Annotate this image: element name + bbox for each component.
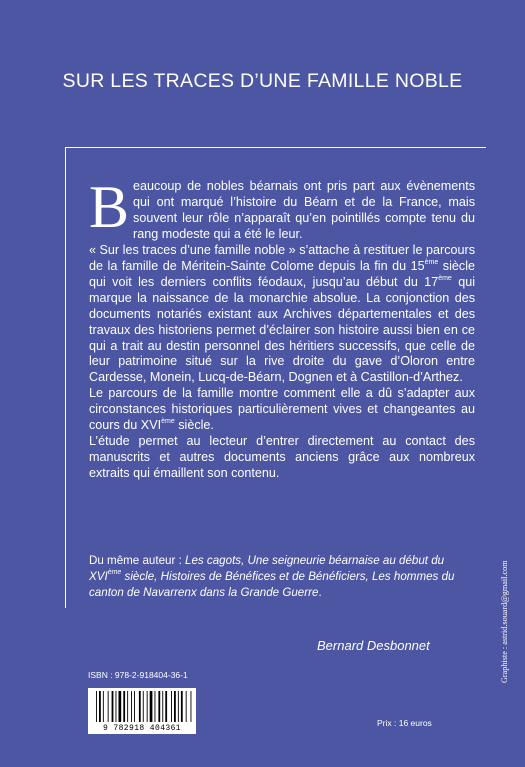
barcode-bar	[147, 691, 148, 722]
barcode-bar	[139, 691, 141, 722]
barcode-bar	[134, 691, 135, 722]
blurb	[89, 174, 475, 482]
barcode-bar	[158, 691, 160, 722]
barcode-bar	[127, 691, 128, 722]
author-name: Bernard Desbonnet	[317, 638, 430, 653]
barcode-bar	[99, 691, 101, 722]
superscript: ème	[161, 418, 175, 426]
barcode-bar	[155, 691, 156, 722]
also-by-end: .	[318, 586, 322, 599]
superscript: ème	[107, 569, 122, 577]
barcode-bar	[178, 691, 179, 722]
barcode-bar	[186, 691, 187, 722]
superscript: ème	[424, 258, 439, 266]
barcode-bar	[174, 691, 176, 722]
blurb-paragraph-2-part-c: qui marque la naissance de la monarchie absolue. La conjonction des documents notariés existant aux Archives départementales et des travaux des historiens permet d’éclairer son histoire aussi bien en ce qui a trait au destin personnel des héritiers successifs, que celle de leur patrimoine situé sur la rive droite du gave d’Oloron entre Cardesse, Monein, Lucq-de-Béarn, Dognen et à Castillon-d’Arthez.	[89, 274, 475, 385]
barcode-bar	[123, 691, 125, 722]
barcode-bar	[171, 691, 172, 722]
blurb-paragraph-2	[89, 243, 475, 387]
barcode-bar	[116, 691, 117, 722]
barcode-bar	[181, 691, 183, 722]
barcode-bar	[165, 691, 167, 722]
also-by-titles-part-a: Les cagots, Une seigneurie béarnaise au début du XVI	[89, 554, 445, 583]
also-by-author	[89, 553, 475, 601]
superscript: ème	[438, 274, 452, 282]
barcode-bar	[131, 691, 132, 722]
blurb-paragraph-4: L’étude permet au lecteur d’entrer directement au contact des manuscrits et autres documents anciens grâce aux nombreux extraits qui émaillent son contenu.	[89, 434, 475, 481]
barcode-bars	[88, 688, 196, 724]
barcode-bar	[112, 691, 114, 722]
blurb-paragraph-2-part-a: « Sur les traces d’une famille noble » s’attache à restituer le parcours de la famille de Méritein-Sainte Colome depuis la fin du 15	[89, 242, 475, 273]
book-title: SUR LES TRACES D’UNE FAMILLE NOBLE	[62, 70, 463, 92]
barcode-bar	[96, 691, 97, 722]
blurb-paragraph-3	[89, 386, 475, 434]
barcode-bar	[191, 691, 192, 722]
also-by-lead: Du même auteur :	[89, 554, 186, 567]
drop-cap: B	[89, 174, 130, 240]
also-by-titles-part-b: siècle, Histoires de Bénéfices et de Bénéficiers, Les hommes du canton de Navarrenx dans la Grande Guerre	[89, 570, 455, 599]
barcode-bar	[162, 691, 163, 722]
blurb-paragraph-1	[89, 174, 475, 243]
barcode-bar	[108, 691, 109, 722]
barcode-bar	[103, 691, 104, 722]
barcode	[88, 688, 196, 734]
barcode-bar	[143, 691, 144, 722]
blurb-paragraph-3-part-a: Le parcours de la famille montre comment elle a dû s’adapter aux circonstances historiques particulièrement vives et changeantes au cours du XVI	[89, 386, 475, 433]
barcode-bar	[119, 691, 122, 722]
barcode-bar	[150, 691, 153, 722]
isbn: ISBN : 978-2-918404-36-1	[88, 670, 188, 680]
price: Prix : 16 euros	[377, 718, 432, 728]
blurb-paragraph-3-part-b: siècle.	[174, 418, 214, 433]
barcode-digits: 9 782918 404361	[102, 724, 181, 733]
graphic-designer-credit: Graphiste : astrid.souard@gmail.com	[500, 560, 509, 683]
blurb-paragraph-2-part-b: siècle qui voit les derniers conflits féodaux, jusqu’au début du 17	[89, 258, 475, 289]
blurb-paragraph-1-text: eaucoup de nobles béarnais ont pris part aux évènements qui ont marqué l’histoire du Béarn et de la France, mais souvent leur rôle n’apparaît qu’en pointillés compte tenu du rang modeste qui a été le leur.	[133, 179, 475, 241]
